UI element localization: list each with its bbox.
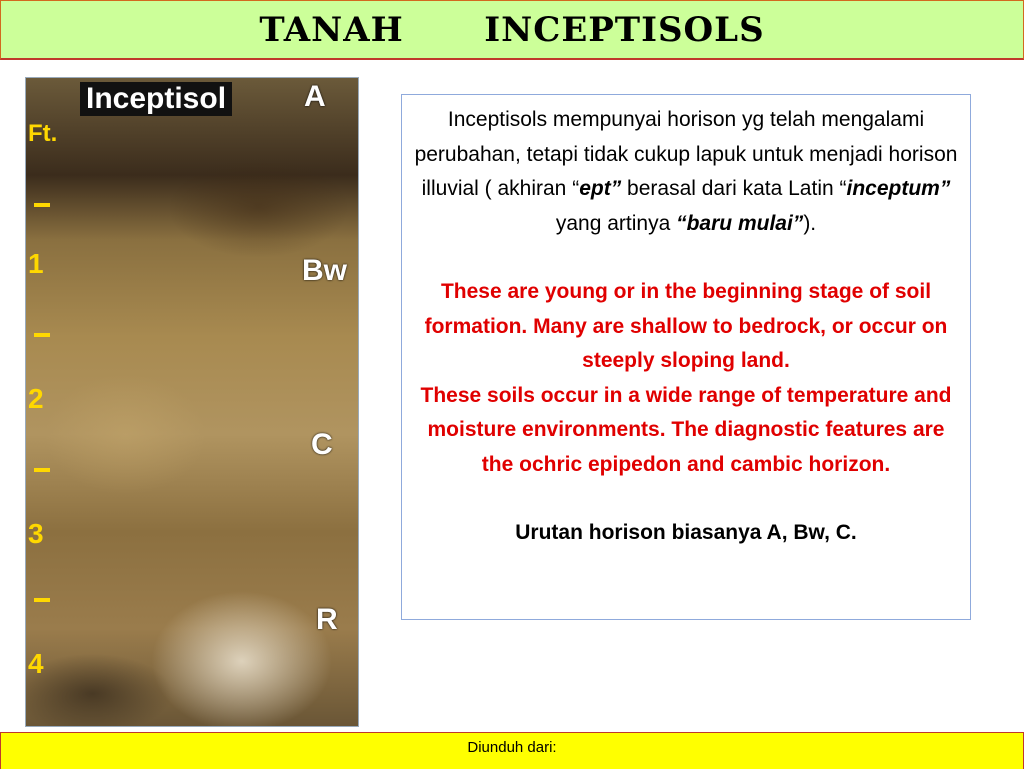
- scale-mark-1: 1: [28, 248, 44, 279]
- intro-text: ).: [803, 211, 817, 235]
- intro-text: berasal dari kata Latin “: [621, 177, 847, 200]
- scale-tick: [34, 203, 50, 207]
- term-inceptum: inceptum”: [846, 177, 951, 200]
- inceptisol-soil-profile-image: [25, 77, 359, 727]
- horizon-sequence: Urutan horison biasanya A, Bw, C.: [515, 521, 857, 544]
- english-paragraph-1: These are young or in the beginning stage of soil formation. Many are shallow to bedrock, or occur on steeply sloping land.: [424, 280, 948, 372]
- source-footer: [0, 732, 1024, 769]
- intro-text: yang artinya: [555, 211, 677, 235]
- footer-label: Diunduh dari:: [467, 739, 557, 756]
- scale-unit: Ft.: [28, 120, 58, 147]
- horizon-label-r: R: [316, 603, 338, 636]
- horizon-label-bw: Bw: [302, 254, 347, 287]
- english-paragraph-2: These soils occur in a wide range of temperature and moisture environments. The diagnostic features are the ochric epipedon and cambic horizon.: [420, 383, 952, 476]
- photo-name-label: Inceptisol: [80, 82, 232, 116]
- intro-text: Inceptisols mempunyai horison yg telah mengalami perubahan, tetapi tidak cukup lapuk untuk menjadi horison illuvial ( akhiran “: [414, 108, 958, 200]
- scale-tick: [34, 598, 50, 602]
- scale-mark-4: 4: [28, 648, 44, 679]
- horizon-label-a: A: [304, 80, 326, 113]
- scale-mark-2: 2: [28, 383, 44, 414]
- title-bar: [0, 0, 1024, 60]
- intro-paragraph: [412, 103, 960, 241]
- scale-mark-3: 3: [28, 518, 44, 549]
- scale-tick: [34, 468, 50, 472]
- page-title: TANAH INCEPTISOLS: [259, 9, 765, 50]
- term-ept: ept”: [579, 177, 622, 200]
- horizon-label-c: C: [311, 428, 333, 461]
- description-text-box: [401, 94, 971, 620]
- scale-tick: [34, 333, 50, 337]
- term-baru-mulai: “baru mulai”: [676, 211, 804, 235]
